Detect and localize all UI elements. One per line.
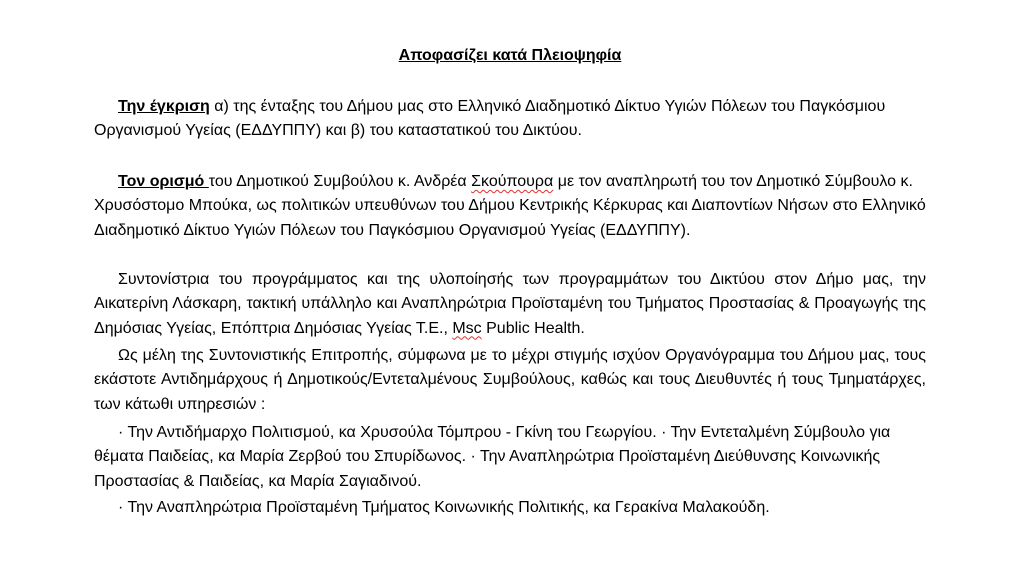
spellcheck-flagged-name: Σκούπουρα xyxy=(471,173,554,190)
coordinator-text-a: Συντονίστρια του προγράμματος και της υλοποίησής των προγραμμάτων του Δικτύου στον Δήμο μας, την Αικατερίνη Λάσκαρη, τακτική υπάλληλο και Αναπληρώτρια Προϊσταμένη του Τμήματος Προστασίας & Προαγωγής της Δημόσιας Υγείας, Επόπτρια Δημόσιας Υγείας Τ.Ε., xyxy=(94,271,926,337)
coordinator-paragraph xyxy=(94,268,926,341)
appointment-paragraph xyxy=(94,170,926,243)
members-list-last-paragraph: · Την Αναπληρώτρια Προϊσταμένη Τμήματος Κοινωνικής Πολιτικής, κα Γερακίνα Μαλακούδη. xyxy=(118,499,770,516)
coordinator-text-b: Public Health. xyxy=(481,319,585,337)
document-page xyxy=(94,0,926,578)
members-list-paragraph: · Την Αντιδήμαρχο Πολιτισμού, κα Χρυσούλα Τόμπρου - Γκίνη του Γεωργίου. · Την Εντεταλμένη Σύμβουλο για θέματα Παιδείας, κα Μαρία Ζερβού του Σπυρίδωνος. · Την Αναπληρώτρια Προϊσταμένη Διεύθυνσης Κοινωνικής Προστασίας & Παιδείας, κα Μαρία Σαγιαδινού. xyxy=(94,424,891,490)
committee-paragraph: Ως μέλη της Συντονιστικής Επιτροπής, σύμφωνα με το μέχρι στιγμής ισχύον Οργανόγραμμα του Δήμου μας, τους εκάστοτε Αντιδημάρχους ή Δημοτικούς/Εντεταλμένους Συμβούλους, καθώς και τους Διευθυντές ή τους Τμηματάρχες, των κάτωθι υπηρεσιών : xyxy=(94,347,926,413)
approval-lead: Την έγκριση xyxy=(118,98,210,115)
appointment-text-a: του Δημοτικού Συμβούλου κ. Ανδρέα xyxy=(208,173,472,190)
approval-paragraph xyxy=(94,95,926,144)
appointment-text-b: με τον αναπληρωτή του τον Δημοτικό Σύμβουλο κ. Χρυσόστομο Μπούκα, ως πολιτικών υπευθύνων του Δήμου Κεντρικής Κέρκυρας και Διαποντίων Νήσων στο Ελληνικό Διαδημοτικό Δίκτυο Υγιών Πόλεων του Παγκόσμιου Οργανισμού Υγείας (ΕΔΔΥΠΠΥ). xyxy=(94,173,926,239)
decision-heading: Αποφασίζει κατά Πλειοψηφία xyxy=(398,47,622,64)
approval-text: α) της ένταξης του Δήμου μας στο Ελληνικό Διαδημοτικό Δίκτυο Υγιών Πόλεων του Παγκόσμιου Οργανισμού Υγείας (ΕΔΔΥΠΠΥ) και β) του καταστατικού του Δικτύου. xyxy=(94,98,886,140)
appointment-lead: Τον ορισμό xyxy=(118,173,209,190)
spellcheck-flagged-msc: Msc xyxy=(452,319,482,337)
